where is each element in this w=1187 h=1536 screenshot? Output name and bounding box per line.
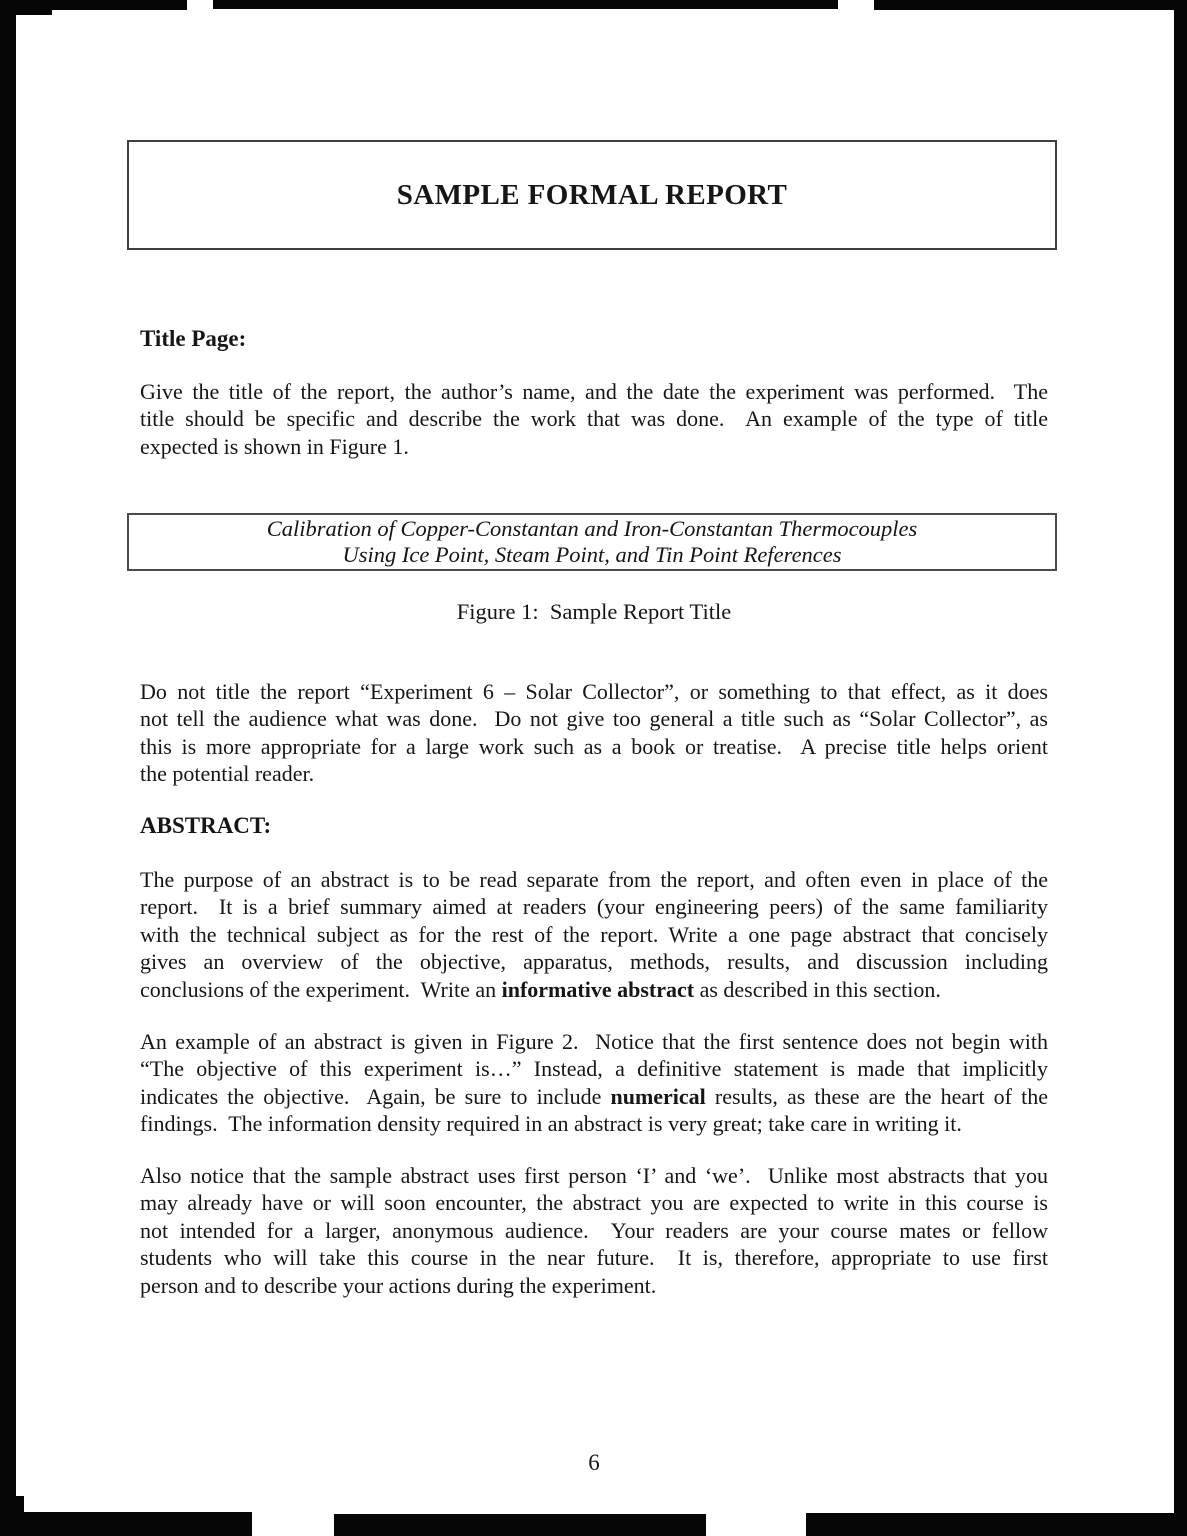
scan-artifact-bottom-segment [0, 1512, 252, 1536]
figure1-box-line1: Calibration of Copper-Constantan and Iron-Constantan Thermocouples [266, 516, 918, 541]
text-segment: An example of an abstract is given in Figure 2. Notice that the first sentence does not begin with [140, 1029, 1048, 1054]
text-segment: Give the title of the report, the author’s name, and the date the experiment was performed. The [140, 379, 1048, 404]
paragraph-abstract-3 [140, 1162, 1048, 1299]
figure1-sample-title-box [127, 513, 1057, 571]
paragraph-line [140, 433, 1048, 460]
paragraph-abstract-1 [140, 866, 1048, 1003]
paragraph-line [140, 733, 1048, 760]
text-segment: this is more appropriate for a large work such as a book or treatise. A precise title helps orient [140, 733, 1048, 759]
paragraph-line [140, 1217, 1048, 1244]
paragraph-line [140, 378, 1048, 405]
emphasized-text: informative abstract [501, 976, 695, 1002]
report-title: SAMPLE FORMAL REPORT [396, 178, 788, 211]
text-segment: Also notice that the sample abstract uses first person ‘I’ and ‘we’. Unlike most abstracts that you [140, 1163, 1048, 1188]
text-segment: results, as these are the heart of the [705, 1083, 1048, 1109]
paragraph-line [140, 1189, 1048, 1216]
scan-artifact-top-segment [213, 0, 838, 9]
text-segment: may already have or will soon encounter, the abstract you are expected to write in this course is [140, 1190, 1048, 1216]
paragraph-line [140, 1110, 1048, 1137]
text-segment: report. It is a brief summary aimed at readers (your engineering peers) of the same familiarity [140, 894, 1048, 920]
text-segment: “The objective of this experiment is…” Instead, a definitive statement is made that implicitly [140, 1056, 1048, 1082]
paragraph-line [140, 893, 1048, 920]
paragraph-line [140, 1162, 1048, 1189]
paragraph-line [140, 1028, 1048, 1055]
text-segment: as described in this section. [694, 976, 941, 1002]
paragraph-line [140, 921, 1048, 948]
paragraph-line [140, 1055, 1048, 1082]
report-title-box [127, 140, 1057, 250]
paragraph-line [140, 1272, 1048, 1299]
scan-artifact-bottom-corner [0, 1496, 24, 1536]
text-segment: gives an overview of the objective, apparatus, methods, results, and discussion including [140, 949, 1048, 975]
scan-artifact-bottom-segment [334, 1514, 706, 1536]
paragraph-abstract-2 [140, 1028, 1048, 1138]
text-segment: The purpose of an abstract is to be read separate from the report, and often even in place of the [140, 867, 1048, 892]
text-segment: with the technical subject as for the rest of the report. Write a one page abstract that concisely [140, 921, 1048, 947]
emphasized-text: numerical [610, 1083, 706, 1109]
text-segment: indicates the objective. Again, be sure to include [140, 1083, 611, 1109]
scan-artifact-bottom-segment [806, 1513, 1187, 1536]
scan-artifact-top-segment [874, 0, 1187, 10]
text-segment: conclusions of the experiment. Write an [140, 976, 502, 1002]
paragraph-title-page [140, 378, 1048, 460]
section-heading-abstract: ABSTRACT: [140, 813, 272, 838]
text-segment: the potential reader. [140, 761, 315, 787]
paragraph-line [140, 678, 1048, 705]
text-segment: Do not title the report “Experiment 6 – Solar Collector”, or something to that effect, as it does [140, 679, 1048, 704]
paragraph-line [140, 948, 1048, 975]
section-heading-title-page: Title Page: [140, 326, 247, 351]
paragraph-line [140, 1244, 1048, 1271]
scan-artifact-top-corner [0, 0, 52, 15]
text-segment: not intended for a larger, anonymous audience. Your readers are your course mates or fellow [140, 1217, 1048, 1243]
text-segment: title should be specific and describe the work that was done. An example of the type of title [140, 406, 1048, 432]
text-segment: person and to describe your actions during the experiment. [140, 1272, 657, 1298]
text-segment: expected is shown in Figure 1. [140, 433, 409, 459]
figure1-box-line2: Using Ice Point, Steam Point, and Tin Point References [342, 542, 842, 567]
paragraph-line [140, 866, 1048, 893]
text-segment: findings. The information density required in an abstract is very great; take care in writing it. [140, 1111, 962, 1137]
paragraph-line [140, 405, 1048, 432]
text-segment: students who will take this course in the near future. It is, therefore, appropriate to use first [140, 1245, 1048, 1271]
scan-artifact-right-edge [1174, 0, 1187, 1536]
paragraph-line [140, 1083, 1048, 1110]
scan-artifact-left-edge [0, 0, 16, 1536]
paragraph-line [140, 705, 1048, 732]
figure1-caption: Figure 1: Sample Report Title [456, 599, 732, 624]
paragraph-line [140, 976, 1048, 1003]
page-number: 6 [588, 1450, 600, 1475]
paragraph-line [140, 760, 1048, 787]
text-segment: not tell the audience what was done. Do not give too general a title such as “Solar Collector”, as [140, 706, 1048, 732]
paragraph-title-advice [140, 678, 1048, 788]
